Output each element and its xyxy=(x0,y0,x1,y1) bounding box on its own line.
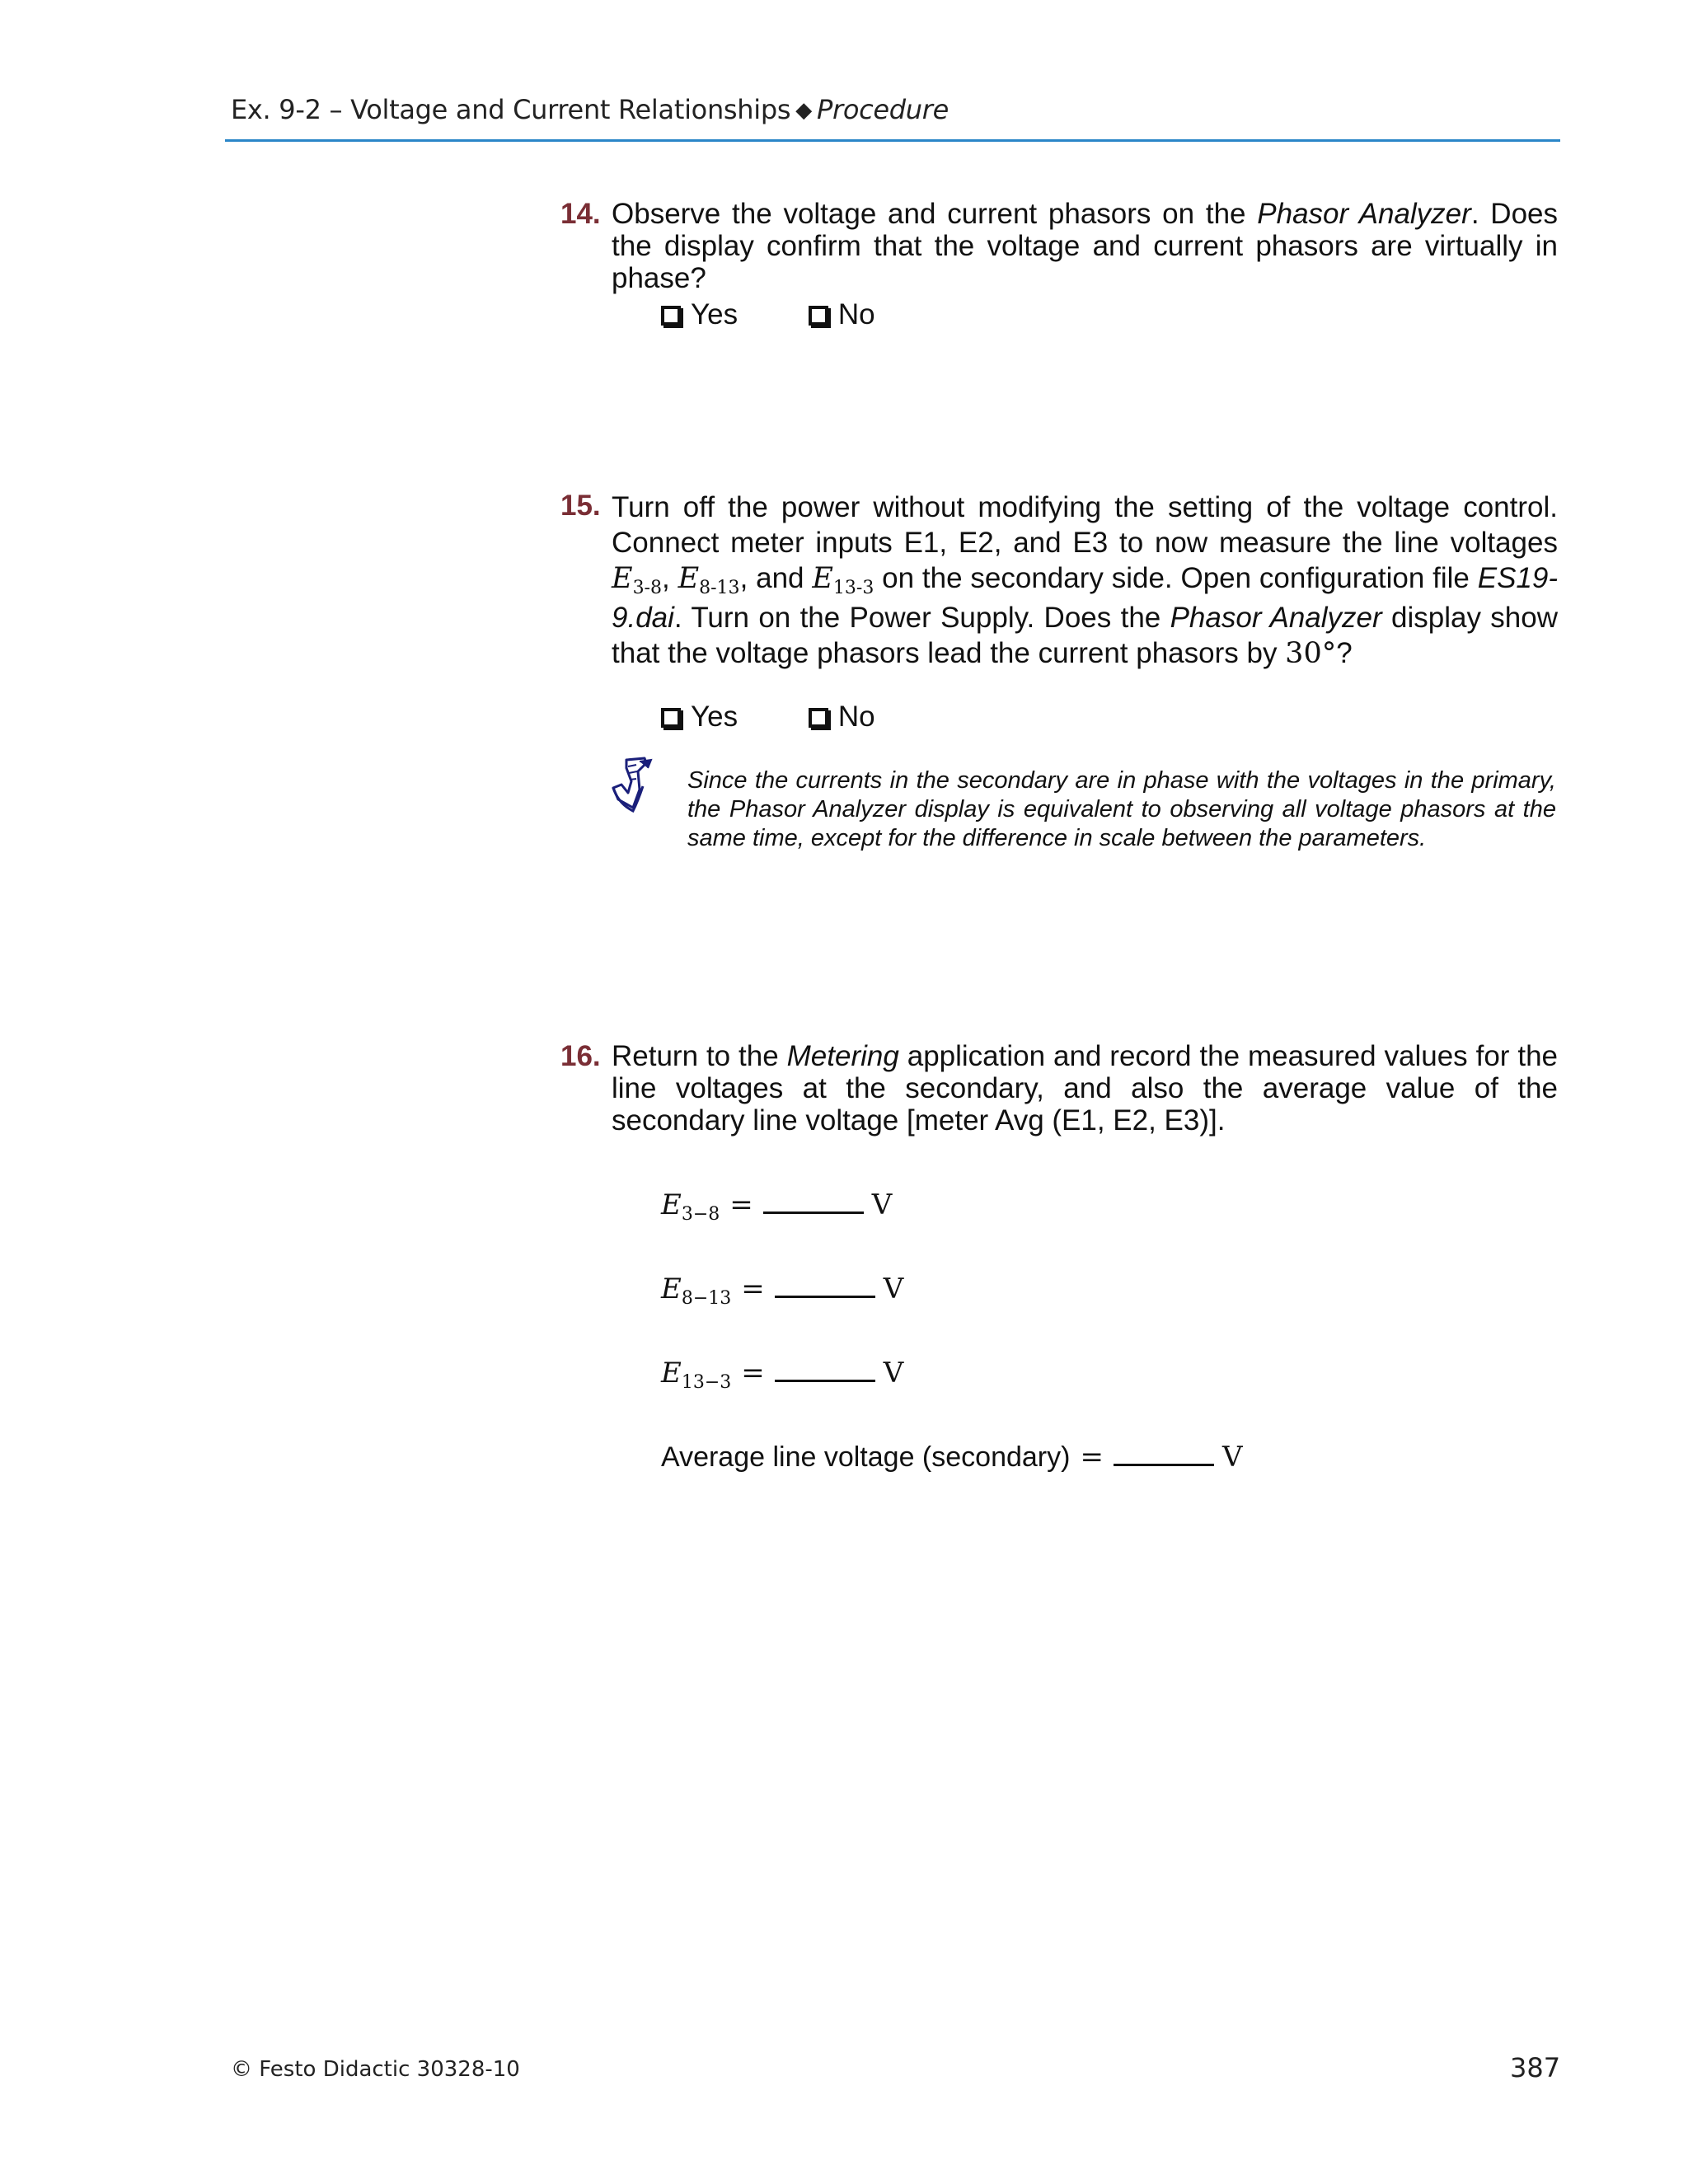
header-rule xyxy=(225,139,1560,142)
answer-e13-3: $E_{13-3} = V$ xyxy=(661,1357,904,1393)
step-15-choices xyxy=(661,701,938,733)
step-text: Turn off the power without modifying the setting of the voltage control. Connect meter inputs E1, E2, and E3 to now measure the line voltages $E_{3-8}$, $E_{8-13}$, and $E_{13-3}$ on the secondary side. Open configuration file ES19-9.dai. Turn on the Power Supply. Does the Phasor Analyzer display show that the voltage phasors lead the current phasors by 30°? xyxy=(612,491,1558,670)
no-checkbox[interactable]: No xyxy=(809,298,875,331)
answer-blank[interactable] xyxy=(763,1187,864,1214)
page-number: 387 xyxy=(1510,2052,1561,2083)
step-15 xyxy=(560,490,1558,672)
answer-blank[interactable] xyxy=(775,1271,875,1298)
running-header xyxy=(231,94,949,125)
step-14 xyxy=(560,198,1558,294)
answer-e3-8: $E_{3-8} = V$ xyxy=(661,1188,893,1225)
diamond-separator-icon: ◆ xyxy=(795,98,812,123)
yes-checkbox[interactable]: Yes xyxy=(661,701,738,733)
answer-average: Average line voltage (secondary) = V xyxy=(661,1441,1243,1474)
step-text: Observe the voltage and current phasors on the Phasor Analyzer. Does the display confirm that the voltage and current phasors are virtually in phase? xyxy=(612,198,1559,294)
note-text: Since the currents in the secondary are in phase with the voltages in the primary, the Phasor Analyzer display is equivalent to observing all voltage phasors at the same time, except for the difference in scale between the parameters. xyxy=(687,767,1556,851)
checkbox-icon xyxy=(661,306,681,326)
step-16 xyxy=(560,1040,1558,1137)
header-section: Procedure xyxy=(816,94,950,125)
note-icon xyxy=(610,757,661,816)
step-number: 15. xyxy=(560,490,601,522)
no-checkbox[interactable]: No xyxy=(809,701,875,733)
answer-e8-13: $E_{8-13} = V$ xyxy=(661,1272,904,1309)
step-number: 16. xyxy=(560,1040,601,1072)
checkbox-icon xyxy=(661,708,681,728)
header-exercise: Ex. 9-2 – Voltage and Current Relationships xyxy=(231,94,791,125)
answer-blank[interactable] xyxy=(775,1355,875,1382)
answer-blank[interactable] xyxy=(1114,1439,1214,1466)
checkbox-icon xyxy=(809,306,828,326)
yes-checkbox[interactable]: Yes xyxy=(661,298,738,331)
step-14-choices xyxy=(661,298,938,331)
step-text: Return to the Metering application and record the measured values for the line voltages at the secondary, and also the average value of the secondary line voltage [meter Avg (E1, E2, E3)]. xyxy=(612,1040,1559,1137)
step-number: 14. xyxy=(560,198,601,230)
checkbox-icon xyxy=(809,708,828,728)
footer-copyright: © Festo Didactic 30328-10 xyxy=(231,2057,520,2082)
